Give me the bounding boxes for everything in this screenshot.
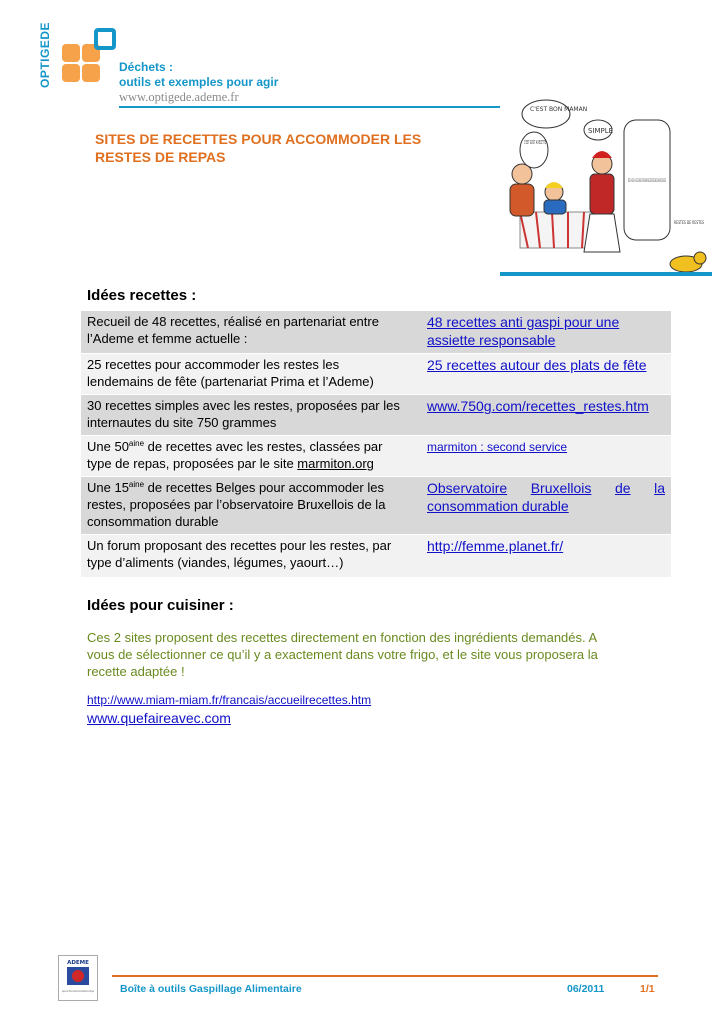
table-row	[81, 436, 671, 477]
recipes-table	[81, 310, 671, 577]
header-divider	[119, 106, 509, 108]
family-dinner-cartoon	[500, 92, 718, 282]
link-48-recettes[interactable]: 48 recettes anti gaspi pour une assiette responsable	[427, 314, 620, 348]
bubble-text-3: SIMPLE	[588, 127, 614, 135]
footer-page: 1/1	[640, 983, 655, 995]
section-title-recipes: Idées recettes :	[87, 287, 197, 304]
bubble-text-2	[524, 139, 546, 146]
link-750g[interactable]: www.750g.com/recettes_restes.htm	[427, 398, 649, 414]
footer-date: 06/2011	[567, 983, 605, 995]
link-quefaireavec[interactable]: www.quefaireavec.com	[87, 710, 231, 726]
cuisiner-paragraph: Ces 2 sites proposent des recettes directement en fonction des ingrédients demandés. A vous de sélectionner ce qu’il y a exactement dans votre frigo, et le site vous proposera la recette adaptée !	[87, 630, 598, 679]
page-title: SITES DE RECETTES POUR ACCOMMODER LES RESTES DE REPAS	[95, 131, 422, 165]
row-description: Une $15^{aine}$ de recettes Belges pour accommoder les restes, proposées par l’observatoire Bruxellois de la consommation durable	[81, 477, 415, 535]
bubble-text-1: C'EST BON MAMAN	[530, 106, 588, 113]
table-row	[81, 395, 671, 436]
table-row	[81, 535, 671, 578]
row-description: Un forum proposant des recettes pour les restes, par type d’aliments (viandes, légumes, yaourt…)	[81, 535, 415, 578]
header-text	[119, 60, 278, 105]
footer-divider	[112, 975, 658, 977]
header-url[interactable]: www.optigede.ademe.fr	[119, 90, 239, 104]
link-25-recettes[interactable]: 25 recettes autour des plats de fête	[427, 357, 647, 373]
row-description: Une $50^{aine}$ de recettes avec les restes, classées par type de repas, proposées par le site marmiton.org	[81, 436, 415, 477]
link-miam-miam[interactable]: http://www.miam-miam.fr/francais/accueilrecettes.htm	[87, 693, 372, 707]
optigede-logo-icon	[60, 30, 116, 86]
row-description: 25 recettes pour accommoder les restes les lendemains de fête (partenariat Prima et l’Ademe)	[81, 354, 415, 395]
svg-text:ADEME: ADEME	[67, 960, 89, 966]
ademe-logo-icon	[58, 955, 98, 1001]
section-title-cuisiner: Idées pour cuisiner :	[87, 597, 234, 614]
footer-title: Boîte à outils Gaspillage Alimentaire	[120, 983, 302, 995]
table-row	[81, 354, 671, 395]
row-description: 30 recettes simples avec les restes, proposées par les internautes du site 750 grammes	[81, 395, 415, 436]
link-marmiton-inline[interactable]: marmiton.org	[297, 456, 374, 471]
row-description: Recueil de 48 recettes, réalisé en partenariat entre l’Ademe et femme actuelle :	[81, 311, 415, 354]
logo-vertical-text: OPTIGEDE	[38, 21, 52, 88]
table-row	[81, 311, 671, 354]
svg-text:Agence de l'Environnement et d: Agence de l'Environnement et de la Maîtrise de l'Énergie	[62, 990, 95, 993]
link-femme-planet[interactable]: http://femme.planet.fr/	[427, 538, 564, 554]
bubble-text-5: RESTES DE RESTES	[674, 221, 718, 226]
table-row	[81, 477, 671, 535]
link-marmiton[interactable]: marmiton : second service	[427, 440, 568, 454]
link-observatoire[interactable]: Observatoire Bruxellois de la consommation durable	[415, 477, 671, 535]
header-line2: outils et exemples pour agir	[119, 75, 279, 89]
header-line1: Déchets :	[119, 60, 174, 74]
